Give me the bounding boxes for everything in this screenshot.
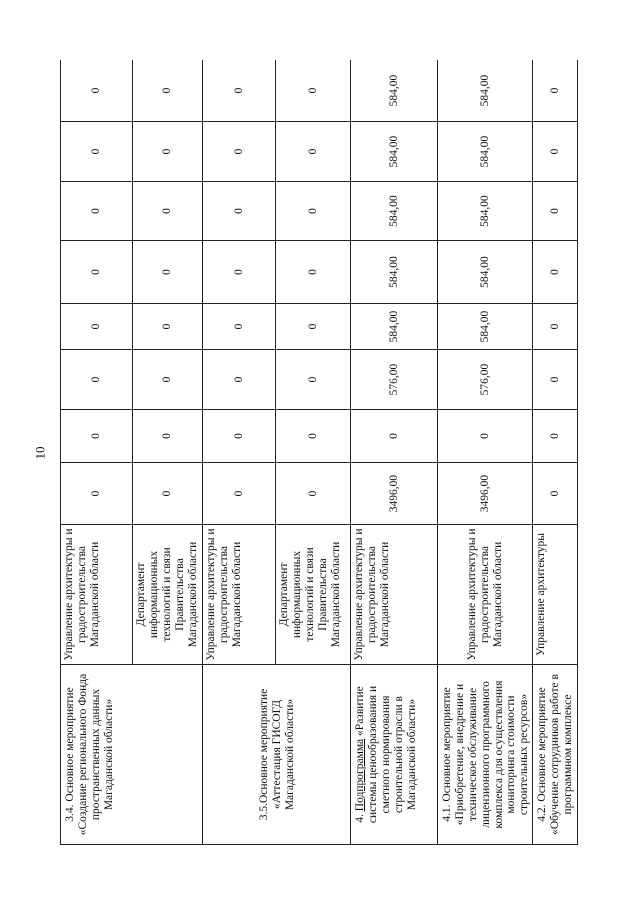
measure-name: 4.2. Основное мероприятие «Обучение сотрудников работе в программном комплексе — [533, 665, 578, 845]
value-cell: 584,00 — [438, 182, 533, 241]
value-cell: 0 — [533, 241, 578, 304]
name-underlined: Подпрограмма — [354, 738, 366, 812]
table-row — [61, 60, 133, 845]
value-cell: 0 — [203, 182, 276, 241]
executor: Департамент информационных технологий и связи Правительства Магаданской области — [133, 525, 203, 665]
value-cell: 584,00 — [351, 182, 438, 241]
value-cell: 0 — [133, 182, 203, 241]
value-cell: 0 — [203, 350, 276, 410]
measure-name: 4.1. Основное мероприятие «Приобретение, внедрение и техническое обслуживание лицензионного программного комплекса для осуществления мониторинга стоимости строительных ресурсов» — [438, 665, 533, 845]
value-cell: 0 — [276, 60, 351, 122]
executor: Управление архитектуры и градостроительства Магаданской области — [61, 525, 133, 665]
executor: Департамент информационных технологий и связи Правительства Магаданской области — [276, 525, 351, 665]
value-cell: 584,00 — [351, 122, 438, 182]
value-cell: 0 — [133, 304, 203, 350]
value-cell: 0 — [533, 463, 578, 525]
value-cell: 0 — [61, 241, 133, 304]
table-row — [351, 60, 438, 845]
value-cell: 0 — [203, 304, 276, 350]
table-row — [438, 60, 533, 845]
value-cell: 0 — [133, 350, 203, 410]
value-cell: 0 — [133, 463, 203, 525]
value-cell: 0 — [276, 350, 351, 410]
executor: Управление архитектуры и градостроительства Магаданской области — [351, 525, 438, 665]
value-cell: 584,00 — [351, 60, 438, 122]
executor: Управление архитектуры и градостроительства Магаданской области — [438, 525, 533, 665]
rotated-page — [60, 60, 623, 845]
value-cell: 0 — [438, 410, 533, 463]
value-cell: 584,00 — [438, 122, 533, 182]
table-row — [203, 60, 276, 845]
value-cell: 3496,00 — [351, 463, 438, 525]
value-cell: 0 — [276, 122, 351, 182]
value-cell: 0 — [203, 60, 276, 122]
name-prefix: 4. — [354, 811, 366, 823]
value-cell: 0 — [533, 122, 578, 182]
name-rest: «Развитие системы ценообразования и сметного нормирования строительной отрасли в Магаданской области» — [354, 685, 418, 824]
value-cell: 0 — [276, 241, 351, 304]
value-cell: 0 — [61, 463, 133, 525]
page-number: 10 — [32, 446, 48, 460]
value-cell: 0 — [203, 241, 276, 304]
measure-name: 3.5.Основное мероприятие «Аттестация ГИСОГД Магаданской области» — [203, 665, 351, 845]
value-cell: 0 — [61, 182, 133, 241]
value-cell: 0 — [533, 182, 578, 241]
value-cell: 576,00 — [438, 350, 533, 410]
value-cell: 0 — [533, 350, 578, 410]
value-cell: 0 — [533, 410, 578, 463]
value-cell: 0 — [533, 60, 578, 122]
value-cell: 0 — [61, 122, 133, 182]
subprogram-name — [351, 665, 438, 845]
value-cell: 0 — [133, 60, 203, 122]
value-cell: 0 — [351, 410, 438, 463]
value-cell: 0 — [533, 304, 578, 350]
table-row — [533, 60, 578, 845]
value-cell: 576,00 — [351, 350, 438, 410]
value-cell: 0 — [61, 60, 133, 122]
measure-name: 3.4. Основное мероприятие «Создание регионального Фонда пространственных данных Магаданской области» — [61, 665, 203, 845]
value-cell: 0 — [133, 410, 203, 463]
value-cell: 0 — [276, 463, 351, 525]
executor: Управление архитектуры — [533, 525, 578, 665]
value-cell: 0 — [276, 182, 351, 241]
value-cell: 0 — [276, 304, 351, 350]
value-cell: 0 — [276, 410, 351, 463]
value-cell: 0 — [133, 241, 203, 304]
value-cell: 584,00 — [438, 304, 533, 350]
value-cell: 3496,00 — [438, 463, 533, 525]
value-cell: 0 — [61, 350, 133, 410]
value-cell: 0 — [203, 122, 276, 182]
value-cell: 0 — [203, 463, 276, 525]
value-cell: 584,00 — [438, 60, 533, 122]
executor: Управление архитектуры и градостроительства Магаданской области — [203, 525, 276, 665]
value-cell: 584,00 — [351, 241, 438, 304]
value-cell: 584,00 — [351, 304, 438, 350]
value-cell: 0 — [61, 304, 133, 350]
value-cell: 0 — [203, 410, 276, 463]
value-cell: 0 — [133, 122, 203, 182]
value-cell: 584,00 — [438, 241, 533, 304]
program-table — [60, 60, 578, 845]
value-cell: 0 — [61, 410, 133, 463]
